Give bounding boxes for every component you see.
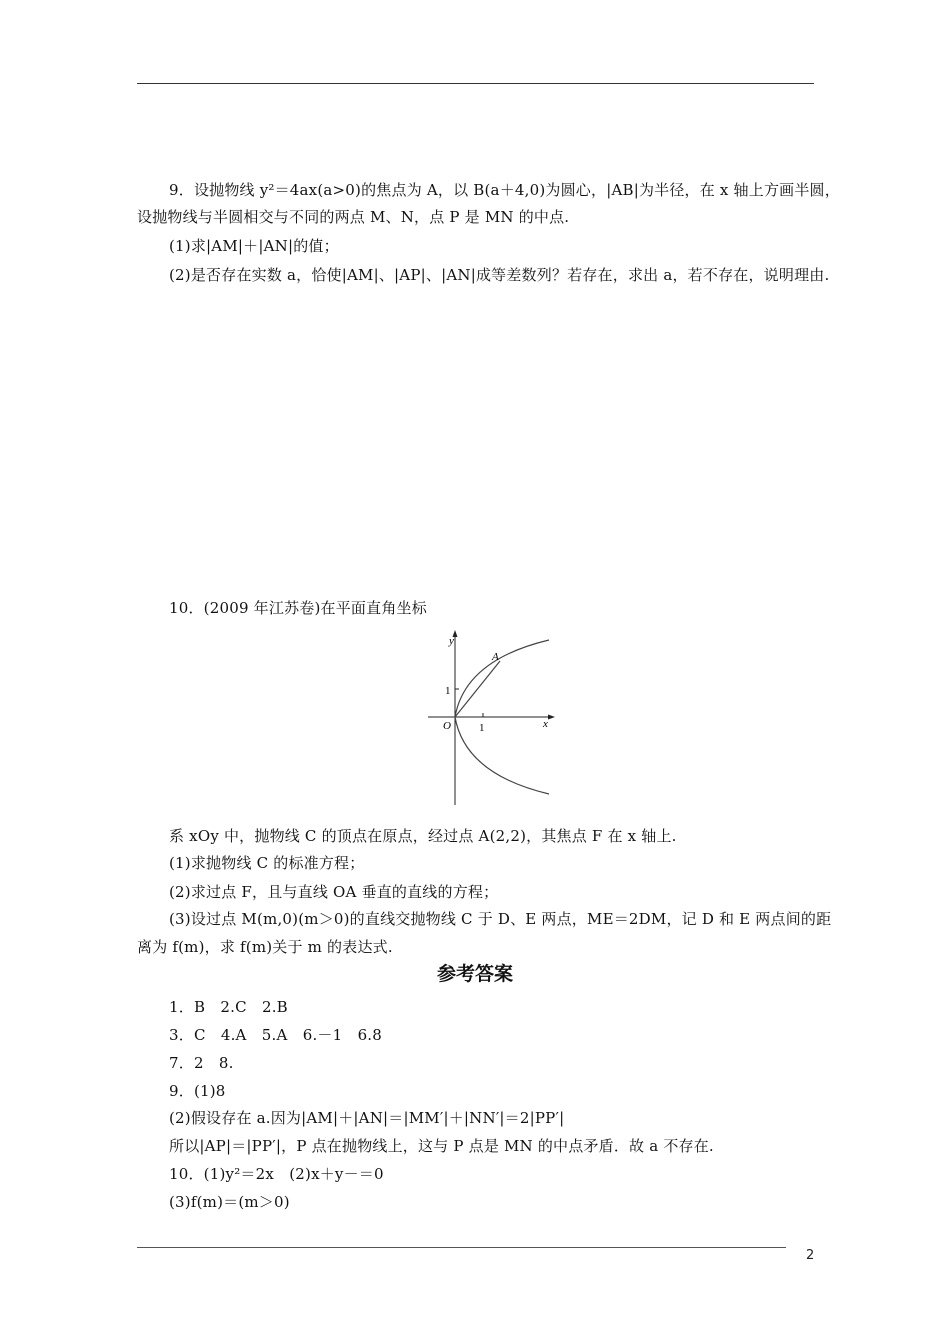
- q9-part-2: (2)是否存在实数 a，恰使|AM|、|AP|、|AN|成等差数列？若存在，求出 a，若不存在，说明理由.: [169, 266, 830, 284]
- footer-rule: [137, 1247, 786, 1248]
- q9-stem-line-2: 设抛物线与半圆相交与不同的两点 M、N，点 P 是 MN 的中点.: [137, 208, 570, 226]
- q10-part-1: (1)求抛物线 C 的标准方程；: [169, 854, 365, 872]
- header-rule: [137, 83, 814, 84]
- x-tick-label: 1: [479, 722, 485, 734]
- point-A-label: A: [492, 651, 499, 663]
- q10-stem-line-2: 系 xOy 中，抛物线 C 的顶点在原点，经过点 A(2,2)，其焦点 F 在 x 轴上.: [169, 827, 677, 845]
- answer-line-7: 10．(1)y²＝2x (2)x＋y－＝0: [169, 1165, 384, 1183]
- parabola-figure: [424, 626, 560, 808]
- answer-line-6: 所以|AP|＝|PP′|，P 点在抛物线上，这与 P 点是 MN 的中点矛盾．故 a 不存在.: [169, 1137, 714, 1155]
- answer-line-8: (3)f(m)＝(m＞0): [169, 1193, 290, 1211]
- answer-line-3: 7．2 8.: [169, 1054, 234, 1072]
- q10-intro: 10．(2009 年江苏卷)在平面直角坐标: [169, 599, 427, 617]
- q9-part-1: (1)求|AM|＋|AN|的值；: [169, 237, 339, 255]
- q10-part-3-line-2: 离为 f(m)，求 f(m)关于 m 的表达式.: [137, 938, 393, 956]
- parabola-lower-branch: [455, 717, 549, 794]
- answer-line-5: (2)假设存在 a.因为|AM|＋|AN|＝|MM′|＋|NN′|＝2|PP′|: [169, 1109, 565, 1127]
- q10-part-2: (2)求过点 F，且与直线 OA 垂直的直线的方程；: [169, 883, 499, 901]
- y-tick-label: 1: [445, 685, 451, 697]
- segment-OA: [455, 661, 500, 717]
- x-axis-label: x: [543, 718, 548, 730]
- x-axis-arrow: [548, 715, 555, 720]
- answer-line-4: 9．(1)8: [169, 1082, 226, 1100]
- y-axis-label: y: [449, 635, 454, 647]
- q10-part-3-line-1: (3)设过点 M(m,0)(m＞0)的直线交抛物线 C 于 D、E 两点，ME＝2DM，记 D 和 E 两点间的距: [169, 910, 832, 928]
- answers-heading: 参考答案: [436, 963, 513, 985]
- answer-line-2: 3．C 4.A 5.A 6.－1 6.8: [169, 1026, 383, 1044]
- parabola-upper-branch: [455, 640, 549, 717]
- q9-stem-line-1: 9．设抛物线 y²＝4ax(a>0)的焦点为 A，以 B(a＋4,0)为圆心，|AB|为半径，在 x 轴上方画半圆，: [169, 181, 840, 199]
- origin-label: O: [443, 720, 451, 732]
- answer-line-1: 1．B 2.C 2.B: [169, 998, 288, 1016]
- page-number: 2: [806, 1248, 815, 1263]
